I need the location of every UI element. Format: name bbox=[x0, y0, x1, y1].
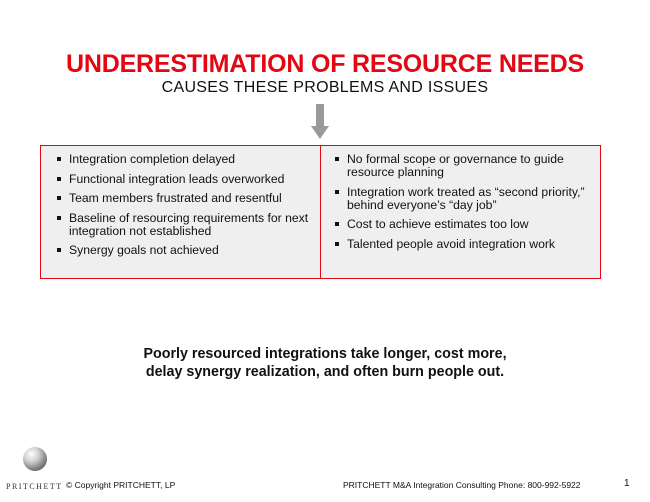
slide-subtitle: CAUSES THESE PROBLEMS AND ISSUES bbox=[161, 79, 489, 96]
summary-line-1: Poorly resourced integrations take longer, cost more, bbox=[143, 346, 507, 362]
list-item: Synergy goals not achieved bbox=[55, 244, 312, 257]
page-number: 1 bbox=[624, 478, 630, 489]
down-arrow-icon bbox=[311, 104, 329, 140]
summary-statement bbox=[0, 345, 650, 381]
pritchett-logo-icon bbox=[22, 446, 48, 472]
list-item: Functional integration leads overworked bbox=[55, 173, 312, 186]
list-item: Integration work treated as “second priority,” behind everyone’s “day job” bbox=[333, 186, 592, 212]
slide-title: UNDERESTIMATION OF RESOURCE NEEDS bbox=[66, 50, 584, 78]
summary-line-2: delay synergy realization, and often burn people out. bbox=[145, 364, 505, 380]
problems-right-list bbox=[333, 153, 592, 251]
problems-box bbox=[40, 145, 601, 279]
problems-right-column bbox=[321, 146, 600, 278]
footer-copyright: © Copyright PRITCHETT, LP bbox=[66, 480, 176, 490]
problems-left-list bbox=[55, 153, 312, 257]
list-item: Integration completion delayed bbox=[55, 153, 312, 166]
list-item: Team members frustrated and resentful bbox=[55, 192, 312, 205]
logo-text: PRITCHETT bbox=[6, 482, 63, 491]
footer-contact: PRITCHETT M&A Integration Consulting Phone: 800-992-5922 bbox=[343, 480, 581, 490]
list-item: No formal scope or governance to guide resource planning bbox=[333, 153, 592, 179]
problems-left-column bbox=[41, 146, 321, 278]
list-item: Baseline of resourcing requirements for next integration not established bbox=[55, 212, 312, 238]
list-item: Talented people avoid integration work bbox=[333, 238, 592, 251]
list-item: Cost to achieve estimates too low bbox=[333, 218, 592, 231]
